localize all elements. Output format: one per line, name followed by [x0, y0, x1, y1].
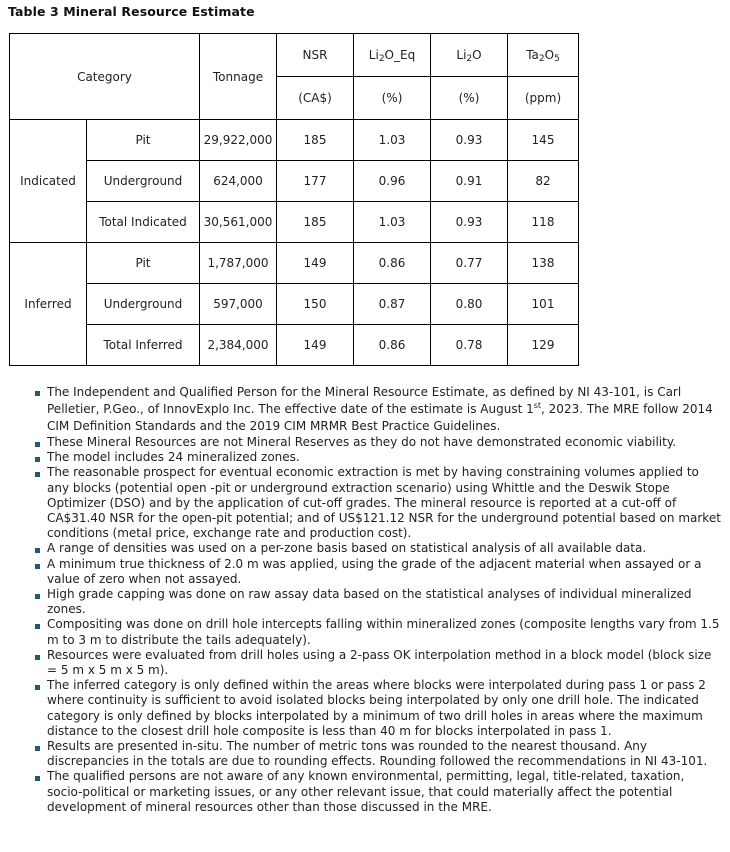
note-item: [32, 435, 722, 450]
header-li2o-eq: [354, 34, 431, 77]
tonnage-cell: 2,384,000: [200, 325, 277, 366]
category-cell: Inferred: [10, 243, 87, 366]
note-text: Resources were evaluated from drill holes using a 2-pass OK interpolation method in a block model (block size = 5 m x 5 m x 5 m).: [47, 647, 712, 678]
type-cell: Underground: [87, 161, 200, 202]
note-text: High grade capping was done on raw assay data based on the statistical analyses of individual mineralized zones.: [47, 587, 692, 617]
table-row: [10, 243, 579, 284]
type-cell: Pit: [87, 120, 200, 161]
li2o-cell: 0.91: [431, 161, 508, 202]
nsr-cell: 185: [277, 202, 354, 243]
note-text: The inferred category is only defined within the areas where blocks were interpolated during pass 1 or pass 2 where continuity is sufficient to avoid isolated blocks being interpolated by only one drill hole. The indicated category is only defined by blocks interpolated by a minimum of two drill holes in areas where the maximum distance to the closest drill hole composite is less than 40 m for blocks interpolated in pass 1.: [47, 678, 706, 738]
note-item: [32, 648, 722, 678]
header-tonnage: Tonnage: [200, 34, 277, 120]
ta2o5-cell: 82: [508, 161, 579, 202]
tonnage-cell: 29,922,000: [200, 120, 277, 161]
table-row: [10, 325, 579, 366]
ta2o5-cell: 118: [508, 202, 579, 243]
note-item: [32, 384, 722, 435]
header-li2o-prefix: Li: [456, 48, 467, 62]
li2o-cell: 0.80: [431, 284, 508, 325]
nsr-cell: 149: [277, 325, 354, 366]
note-item: [32, 587, 722, 617]
note-text: The Independent and Qualified Person for the Mineral Resource Estimate, as defined by NI 43-101, is Carl Pelletier, P.Geo., of InnovExplo Inc. The effective date of the estimate is August 1: [47, 385, 682, 416]
nsr-cell: 177: [277, 161, 354, 202]
note-item: [32, 450, 722, 465]
ta2o5-cell: 101: [508, 284, 579, 325]
square-bullet-icon: [35, 564, 40, 569]
unit-nsr: (CA$): [277, 77, 354, 120]
li2o-eq-cell: 1.03: [354, 120, 431, 161]
li2o-eq-cell: 1.03: [354, 202, 431, 243]
note-text: The model includes 24 mineralized zones.: [47, 450, 300, 465]
table-row: [10, 202, 579, 243]
square-bullet-icon: [35, 391, 40, 396]
ta2o5-cell: 145: [508, 120, 579, 161]
note-item: [32, 617, 722, 647]
tonnage-cell: 597,000: [200, 284, 277, 325]
header-li2o-suffix: O: [472, 48, 482, 62]
unit-ta2o5: (ppm): [508, 77, 579, 120]
notes-list: [32, 384, 722, 815]
unit-li2o: (%): [431, 77, 508, 120]
note-text: These Mineral Resources are not Mineral Reserves as they do not have demonstrated economic viability.: [47, 435, 677, 449]
header-ta2o5-prefix: Ta: [526, 48, 539, 62]
tonnage-cell: 1,787,000: [200, 243, 277, 284]
note-item: [32, 541, 722, 556]
header-li2o-eq-sub: 2: [378, 54, 385, 64]
header-row-1: [10, 34, 579, 77]
tonnage-cell: 30,561,000: [200, 202, 277, 243]
header-li2o-eq-suffix: O_Eq: [384, 48, 416, 62]
note-text: Compositing was done on drill hole intercepts falling within mineralized zones (composite lengths vary from 1.5 m to 3 m to distribute the tails adequately).: [47, 617, 720, 647]
type-cell: Total Inferred: [87, 325, 200, 366]
table-row: [10, 120, 579, 161]
note-text: , 2023. The MRE follow 2014 CIM Definition Standards and the 2019 CIM MRMR Best Practice Guidelines.: [47, 402, 713, 433]
table-title: Table 3 Mineral Resource Estimate: [8, 4, 255, 19]
note-text: Results are presented in-situ. The number of metric tons was rounded to the nearest thousand. Any discrepancies in the totals are due to rounding effects. Rounding followed the recommendations in NI 43-101.: [47, 739, 708, 769]
square-bullet-icon: [35, 746, 40, 751]
header-category: Category: [10, 34, 200, 120]
category-cell: Indicated: [10, 120, 87, 243]
note-item: [32, 739, 722, 769]
li2o-cell: 0.93: [431, 202, 508, 243]
note-text: The qualified persons are not aware of any known environmental, permitting, legal, title-related, taxation, socio-political or marketing issues, or any other relevant issue, that could materially affect the potential development of mineral resources other than those discussed in the MRE.: [47, 769, 685, 814]
header-li2o-eq-prefix: Li: [368, 48, 379, 62]
nsr-cell: 150: [277, 284, 354, 325]
square-bullet-icon: [35, 442, 40, 447]
unit-li2o-eq: (%): [354, 77, 431, 120]
type-cell: Underground: [87, 284, 200, 325]
square-bullet-icon: [35, 457, 40, 462]
square-bullet-icon: [35, 594, 40, 599]
square-bullet-icon: [35, 655, 40, 660]
header-ta2o5: [508, 34, 579, 77]
note-text: The reasonable prospect for eventual economic extraction is met by having constraining volumes applied to any blocks (potential open -pit or underground extraction scenario) using Whittle and the Deswik Stope Optimizer (DSO) and by the application of cut-off grades. The mineral resource is reported at a cut-off of CA$31.40 NSR for the open-pit potential; and of US$121.12 NSR for the underground potential based on market conditions (metal price, exchange rate and production cost).: [47, 465, 721, 541]
square-bullet-icon: [35, 685, 40, 690]
li2o-cell: 0.77: [431, 243, 508, 284]
header-li2o: [431, 34, 508, 77]
type-cell: Total Indicated: [87, 202, 200, 243]
note-text: A minimum true thickness of 2.0 m was applied, using the grade of the adjacent material when assayed or a value of zero when not assayed.: [47, 556, 702, 586]
li2o-eq-cell: 0.86: [354, 325, 431, 366]
header-ta2o5-mid: O: [544, 48, 555, 62]
square-bullet-icon: [35, 472, 40, 477]
note-item: [32, 557, 722, 587]
note-item: [32, 678, 722, 739]
ta2o5-cell: 138: [508, 243, 579, 284]
note-text: A range of densities was used on a per-zone basis based on statistical analysis of all available data.: [47, 541, 647, 556]
header-ta2o5-sub: 2: [538, 54, 545, 64]
li2o-eq-cell: 0.87: [354, 284, 431, 325]
note-superscript: st: [533, 401, 542, 410]
header-ta2o5-sub2: 5: [554, 54, 560, 64]
square-bullet-icon: [35, 776, 40, 781]
li2o-eq-cell: 0.96: [354, 161, 431, 202]
header-nsr: NSR: [277, 34, 354, 77]
note-item: [32, 769, 722, 815]
square-bullet-icon: [35, 624, 40, 629]
header-li2o-sub: 2: [466, 54, 473, 64]
nsr-cell: 149: [277, 243, 354, 284]
ta2o5-cell: 129: [508, 325, 579, 366]
li2o-eq-cell: 0.86: [354, 243, 431, 284]
square-bullet-icon: [35, 548, 40, 553]
note-item: [32, 465, 722, 541]
li2o-cell: 0.93: [431, 120, 508, 161]
table-row: [10, 161, 579, 202]
mineral-resource-table: [9, 33, 579, 366]
nsr-cell: 185: [277, 120, 354, 161]
type-cell: Pit: [87, 243, 200, 284]
tonnage-cell: 624,000: [200, 161, 277, 202]
li2o-cell: 0.78: [431, 325, 508, 366]
table-row: [10, 284, 579, 325]
